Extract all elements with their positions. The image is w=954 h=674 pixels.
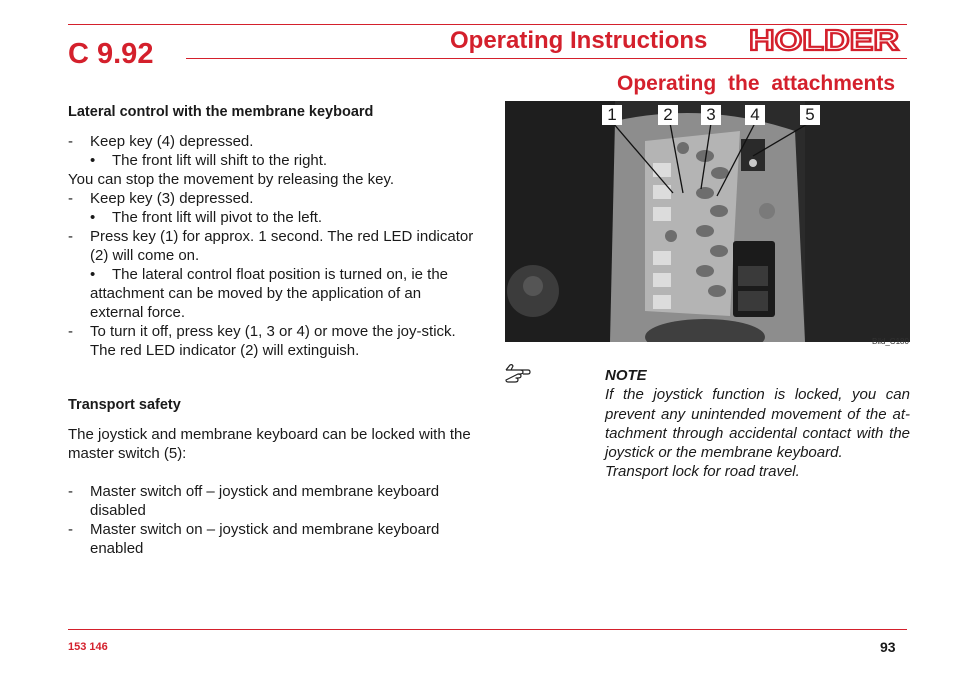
note-box [605, 366, 910, 482]
footer-rule [68, 629, 907, 630]
section-title: Operating the attachments [617, 72, 896, 95]
brand-logo-icon [749, 27, 901, 53]
note-extra: Transport lock for road travel. [605, 463, 800, 481]
list-item: - Press key (1) for approx. 1 second. The red LED indicator (2) will come on. [68, 228, 474, 264]
control-panel-photo [505, 101, 910, 342]
document-number: 153 146 [68, 641, 108, 653]
callout-4: 4 [745, 105, 765, 125]
list-item: • The lateral control float position is turned on, ie the attachment can be moved by the application of an external force. [90, 266, 449, 321]
header-rule [186, 58, 907, 59]
page-number: 93 [880, 639, 896, 655]
list-item: • The front lift will shift to the right. [90, 152, 328, 169]
list-item: You can stop the movement by releasing the key. [68, 171, 395, 188]
transport-safety-section [68, 396, 478, 558]
top-rule [68, 24, 907, 25]
callout-2: 2 [658, 105, 678, 125]
lateral-control-section [68, 103, 478, 360]
list-item: - To turn it off, press key (1, 3 or 4) or move the joy-stick. The red LED indicator (2) will extinguish. [68, 323, 456, 359]
note-body: If the joystick function is locked, you can prevent any unintended movement of the at-tachment through accidental contact with the joystick or the membrane keyboard. [605, 386, 910, 462]
list-item: - Keep key (3) depressed. [68, 190, 254, 207]
heading-transport-safety: Transport safety [68, 397, 181, 413]
list-item: - Master switch on – joystick and membrane keyboard enabled [68, 521, 440, 557]
heading-lateral-control: Lateral control with the membrane keyboard [68, 104, 374, 120]
list-item: • The front lift will pivot to the left. [90, 209, 323, 226]
page-title: Operating Instructions [450, 27, 708, 54]
callout-5: 5 [800, 105, 820, 125]
callout-1: 1 [602, 105, 622, 125]
brand-logo [749, 27, 901, 58]
svg-text:HOLDER: HOLDER [749, 27, 900, 53]
transport-text: The joystick and membrane keyboard can be locked with the master switch (5): [68, 426, 471, 462]
list-item: - Master switch off – joystick and membrane keyboard disabled [68, 483, 440, 519]
photo-illustration [505, 101, 910, 342]
list-item: - Keep key (4) depressed. [68, 133, 254, 150]
note-title: NOTE [605, 367, 647, 384]
photo-caption: Bild_C180 [872, 337, 909, 346]
pointing-hand-icon [504, 363, 532, 388]
model-number: C 9.92 [68, 38, 154, 70]
callout-3: 3 [701, 105, 721, 125]
